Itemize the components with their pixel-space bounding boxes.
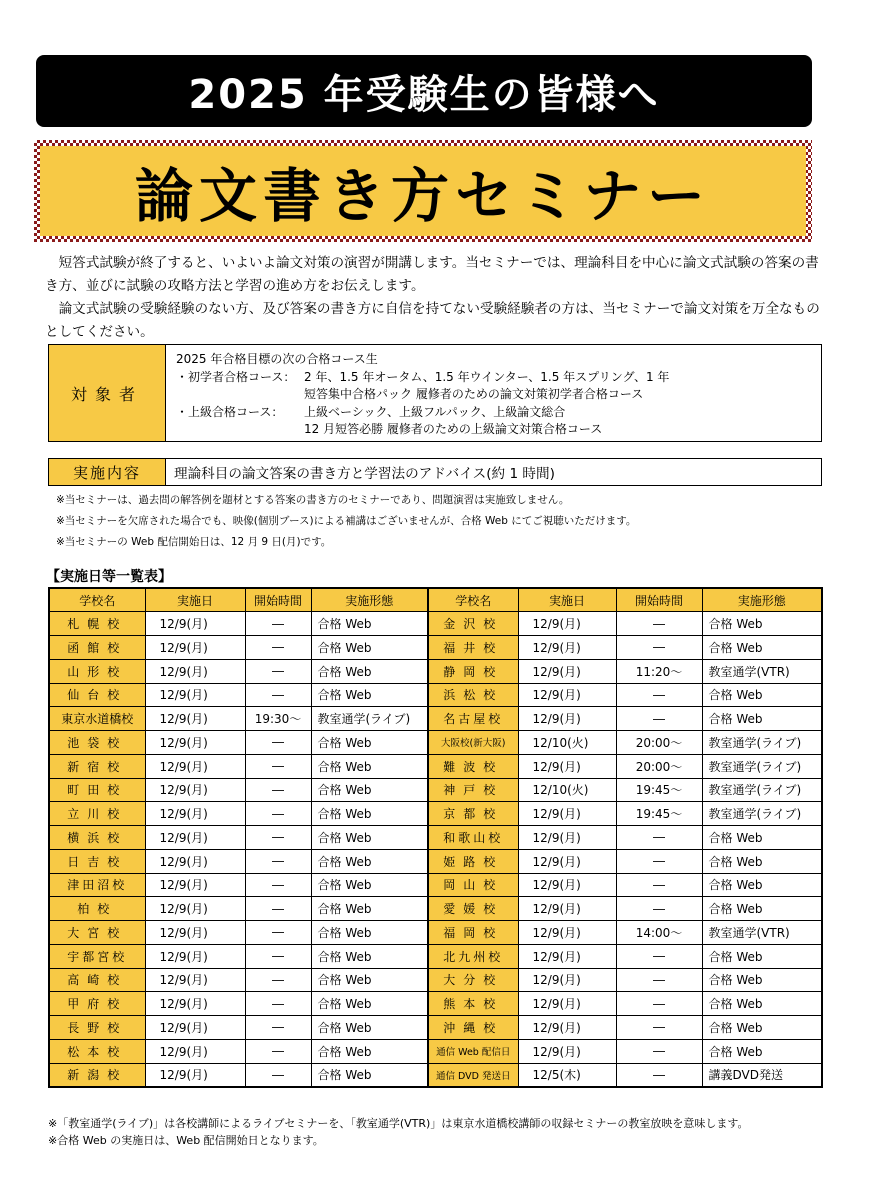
left-date-cell: 12/9(月) [145,897,245,921]
left-school-cell: 柏校 [49,897,145,921]
right-date-cell: 12/9(月) [518,826,616,850]
top-banner-text: 2025 年受験生の皆様へ [188,71,660,118]
right-date-cell: 12/9(月) [518,968,616,992]
right-school-cell: 通信 DVD 発送日 [428,1063,518,1087]
right-time-cell: ― [616,944,702,968]
left-date-cell: 12/9(月) [145,707,245,731]
left-school-cell: 新宿校 [49,754,145,778]
table-row [49,707,822,731]
left-time-cell: ― [245,1016,311,1040]
right-date-cell: 12/9(月) [518,873,616,897]
intro-paragraph-1: 短答式試験が終了すると、いよいよ論文対策の演習が開講します。当セミナーでは、理論科目を中心に論文式試験の答案の書き方、並びに試験の攻略方法と学習の進め方をお伝えします。 [45,255,819,294]
right-time-cell: ― [616,636,702,660]
right-school-cell: 大分校 [428,968,518,992]
left-time-cell: ― [245,636,311,660]
right-form-cell: 合格 Web [702,1016,822,1040]
left-date-cell: 12/9(月) [145,683,245,707]
header-form-left: 実施形態 [311,588,428,612]
right-date-cell: 12/9(月) [518,921,616,945]
right-date-cell: 12/9(月) [518,683,616,707]
left-date-cell: 12/9(月) [145,1016,245,1040]
right-form-cell: 合格 Web [702,826,822,850]
header-date-left: 実施日 [145,588,245,612]
table-row [49,612,822,636]
left-date-cell: 12/9(月) [145,921,245,945]
table-row [49,826,822,850]
right-date-cell: 12/9(月) [518,897,616,921]
table-row [49,683,822,707]
left-school-cell: 宇都宮校 [49,944,145,968]
left-school-cell: 日吉校 [49,849,145,873]
beginner-course-line-1: 2 年、1.5 年オータム、1.5 年ウインター、1.5 年スプリング、1 年 [304,369,670,384]
right-date-cell: 12/9(月) [518,944,616,968]
left-form-cell: 合格 Web [311,921,428,945]
left-time-cell: ― [245,826,311,850]
right-school-cell: 神戸校 [428,778,518,802]
left-time-cell: 19:30～ [245,707,311,731]
left-time-cell: ― [245,683,311,707]
left-form-cell: 合格 Web [311,1039,428,1063]
left-time-cell: ― [245,778,311,802]
header-form-right: 実施形態 [702,588,822,612]
left-date-cell: 12/9(月) [145,992,245,1016]
left-form-cell: 合格 Web [311,636,428,660]
right-time-cell: ― [616,968,702,992]
right-date-cell: 12/9(月) [518,612,616,636]
left-date-cell: 12/9(月) [145,659,245,683]
left-time-cell: ― [245,849,311,873]
right-date-cell: 12/5(木) [518,1063,616,1087]
target-row-beginner [176,369,669,387]
left-school-cell: 新潟校 [49,1063,145,1087]
right-date-cell: 12/9(月) [518,849,616,873]
right-date-cell: 12/10(火) [518,731,616,755]
right-school-cell: 京都校 [428,802,518,826]
left-form-cell: 合格 Web [311,778,428,802]
left-time-cell: ― [245,897,311,921]
left-form-cell: 合格 Web [311,826,428,850]
right-time-cell: ― [616,897,702,921]
left-form-cell: 合格 Web [311,1063,428,1087]
right-form-cell: 合格 Web [702,944,822,968]
left-date-cell: 12/9(月) [145,778,245,802]
left-school-cell: 甲府校 [49,992,145,1016]
right-form-cell: 合格 Web [702,612,822,636]
right-time-cell: 20:00～ [616,754,702,778]
left-school-cell: 立川校 [49,802,145,826]
left-date-cell: 12/9(月) [145,636,245,660]
table-row [49,1063,822,1087]
left-form-cell: 合格 Web [311,731,428,755]
right-school-cell: 名古屋校 [428,707,518,731]
advanced-course-line-1: 上級ベーシック、上級フルパック、上級論文総合 [304,404,566,419]
left-form-cell: 合格 Web [311,992,428,1016]
left-time-cell: ― [245,944,311,968]
right-form-cell: 講義DVD発送 [702,1063,822,1087]
right-date-cell: 12/9(月) [518,992,616,1016]
table-row [49,1016,822,1040]
left-form-cell: 合格 Web [311,873,428,897]
left-school-cell: 札幌校 [49,612,145,636]
beginner-course-label: ・初学者合格コース： [176,369,296,384]
left-form-cell: 合格 Web [311,683,428,707]
left-form-cell: 合格 Web [311,659,428,683]
table-row [49,968,822,992]
footnote-1: ※「教室通学(ライブ)」は各校講師によるライブセミナーを、「教室通学(VTR)」は東京水道橋校講師の収録セミナーの教室放映を意味します。 [48,1117,749,1130]
intro-paragraph-2: 論文式試験の受験経験のない方、及び答案の書き方に自信を持てない受験経験者の方は、当セミナーで論文対策を万全なものとしてください。 [45,301,820,340]
left-school-cell: 仙台校 [49,683,145,707]
header-time-left: 開始時間 [245,588,311,612]
left-date-cell: 12/9(月) [145,802,245,826]
table-row [49,921,822,945]
note-1: ※当セミナーは、過去問の解答例を題材とする答案の書き方のセミナーであり、問題演習は実施致しません。 [56,494,570,506]
right-form-cell: 教室通学(VTR) [702,921,822,945]
right-form-cell: 合格 Web [702,897,822,921]
right-time-cell: 19:45～ [616,778,702,802]
right-school-cell: 熊本校 [428,992,518,1016]
right-form-cell: 教室通学(ライブ) [702,802,822,826]
left-school-cell: 東京水道橋校 [49,707,145,731]
schedule-header-row [49,588,822,612]
table-row [49,897,822,921]
left-form-cell: 合格 Web [311,1016,428,1040]
left-time-cell: ― [245,1039,311,1063]
right-form-cell: 合格 Web [702,1039,822,1063]
table-row [49,873,822,897]
right-time-cell: 11:20～ [616,659,702,683]
left-time-cell: ― [245,754,311,778]
target-line-1: 2025 年合格目標の次の合格コース生 [176,352,378,366]
right-time-cell: ― [616,1016,702,1040]
left-school-cell: 池袋校 [49,731,145,755]
footnotes [48,1115,748,1149]
advanced-course-label: ・上級合格コース： [176,404,284,419]
seminar-content-box [48,458,822,486]
left-time-cell: ― [245,612,311,636]
right-time-cell: ― [616,849,702,873]
left-school-cell: 横浜校 [49,826,145,850]
right-school-cell: 通信 Web 配信日 [428,1039,518,1063]
header-time-right: 開始時間 [616,588,702,612]
table-row [49,778,822,802]
table-row [49,659,822,683]
left-form-cell: 合格 Web [311,612,428,636]
right-date-cell: 12/9(月) [518,636,616,660]
top-banner [36,55,812,127]
right-school-cell: 大阪校(新大阪) [428,731,518,755]
left-date-cell: 12/9(月) [145,1039,245,1063]
left-date-cell: 12/9(月) [145,849,245,873]
note-3: ※当セミナーの Web 配信開始日は、12 月 9 日(月)です。 [56,536,332,548]
left-form-cell: 合格 Web [311,802,428,826]
right-school-cell: 愛媛校 [428,897,518,921]
left-form-cell: 合格 Web [311,754,428,778]
right-form-cell: 教室通学(VTR) [702,659,822,683]
right-form-cell: 教室通学(ライブ) [702,778,822,802]
right-time-cell: ― [616,683,702,707]
table-row [49,944,822,968]
left-time-cell: ― [245,873,311,897]
target-content [166,345,679,441]
right-school-cell: 沖縄校 [428,1016,518,1040]
header-date-right: 実施日 [518,588,616,612]
left-time-cell: ― [245,992,311,1016]
intro-text [45,252,825,344]
right-time-cell: 14:00～ [616,921,702,945]
left-form-cell: 合格 Web [311,897,428,921]
right-date-cell: 12/9(月) [518,802,616,826]
right-school-cell: 姫路校 [428,849,518,873]
right-time-cell: 19:45～ [616,802,702,826]
target-audience-box [48,344,822,442]
advanced-course-line-2: 12 月短答必勝 履修者のための上級論文対策合格コース [304,422,603,436]
right-school-cell: 和歌山校 [428,826,518,850]
table-row [49,992,822,1016]
right-time-cell: ― [616,1063,702,1087]
header-school-left: 学校名 [49,588,145,612]
table-row [49,1039,822,1063]
left-school-cell: 大宮校 [49,921,145,945]
left-school-cell: 山形校 [49,659,145,683]
right-school-cell: 福岡校 [428,921,518,945]
right-time-cell: ― [616,826,702,850]
left-time-cell: ― [245,731,311,755]
target-row-beginner-2 [176,386,669,404]
right-form-cell: 合格 Web [702,968,822,992]
left-date-cell: 12/9(月) [145,968,245,992]
right-date-cell: 12/9(月) [518,754,616,778]
content-text: 理論科目の論文答案の書き方と学習法のアドバイス(約 1 時間) [174,466,555,482]
left-form-cell: 合格 Web [311,849,428,873]
right-time-cell: ― [616,1039,702,1063]
right-date-cell: 12/9(月) [518,1016,616,1040]
right-time-cell: ― [616,707,702,731]
left-time-cell: ― [245,802,311,826]
right-form-cell: 合格 Web [702,636,822,660]
left-date-cell: 12/9(月) [145,873,245,897]
right-time-cell: ― [616,612,702,636]
left-school-cell: 津田沼校 [49,873,145,897]
left-date-cell: 12/9(月) [145,944,245,968]
right-form-cell: 合格 Web [702,992,822,1016]
right-date-cell: 12/9(月) [518,1039,616,1063]
main-title-banner [34,140,812,242]
left-school-cell: 函館校 [49,636,145,660]
target-row-advanced-2 [176,421,669,439]
header-school-right: 学校名 [428,588,518,612]
left-school-cell: 長野校 [49,1016,145,1040]
schedule-title: 【実施日等一覧表】 [46,569,172,585]
schedule-table [48,587,823,1088]
right-school-cell: 難波校 [428,754,518,778]
table-row [49,802,822,826]
right-school-cell: 静岡校 [428,659,518,683]
left-date-cell: 12/9(月) [145,826,245,850]
table-row [49,636,822,660]
right-date-cell: 12/10(火) [518,778,616,802]
left-form-cell: 合格 Web [311,968,428,992]
left-form-cell: 教室通学(ライブ) [311,707,428,731]
right-school-cell: 金沢校 [428,612,518,636]
left-time-cell: ― [245,968,311,992]
right-time-cell: 20:00～ [616,731,702,755]
left-school-cell: 松本校 [49,1039,145,1063]
notes [56,490,636,553]
target-label: 対象者 [49,345,166,441]
beginner-course-line-2: 短答集中合格パック 履修者のための論文対策初学者合格コース [304,387,644,401]
footnote-2: ※合格 Web の実施日は、Web 配信開始日となります。 [48,1134,324,1147]
right-time-cell: ― [616,992,702,1016]
right-form-cell: 合格 Web [702,873,822,897]
left-time-cell: ― [245,921,311,945]
main-title: 論文書き方セミナー [134,162,711,230]
left-date-cell: 12/9(月) [145,1063,245,1087]
left-school-cell: 町田校 [49,778,145,802]
left-time-cell: ― [245,659,311,683]
right-form-cell: 合格 Web [702,707,822,731]
right-school-cell: 岡山校 [428,873,518,897]
target-row-advanced [176,404,669,422]
table-row [49,849,822,873]
table-row [49,754,822,778]
left-time-cell: ― [245,1063,311,1087]
left-date-cell: 12/9(月) [145,754,245,778]
right-date-cell: 12/9(月) [518,707,616,731]
right-school-cell: 福井校 [428,636,518,660]
right-form-cell: 合格 Web [702,849,822,873]
note-2: ※当セミナーを欠席された場合でも、映像(個別ブース)による補講はございませんが、合格 Web にてご視聴いただけます。 [56,515,637,527]
table-row [49,731,822,755]
schedule-body [49,612,822,1087]
content-label: 実施内容 [49,459,166,485]
left-school-cell: 高崎校 [49,968,145,992]
right-form-cell: 合格 Web [702,683,822,707]
right-school-cell: 浜松校 [428,683,518,707]
right-form-cell: 教室通学(ライブ) [702,754,822,778]
right-time-cell: ― [616,873,702,897]
right-date-cell: 12/9(月) [518,659,616,683]
left-date-cell: 12/9(月) [145,612,245,636]
left-form-cell: 合格 Web [311,944,428,968]
left-date-cell: 12/9(月) [145,731,245,755]
right-form-cell: 教室通学(ライブ) [702,731,822,755]
right-school-cell: 北九州校 [428,944,518,968]
